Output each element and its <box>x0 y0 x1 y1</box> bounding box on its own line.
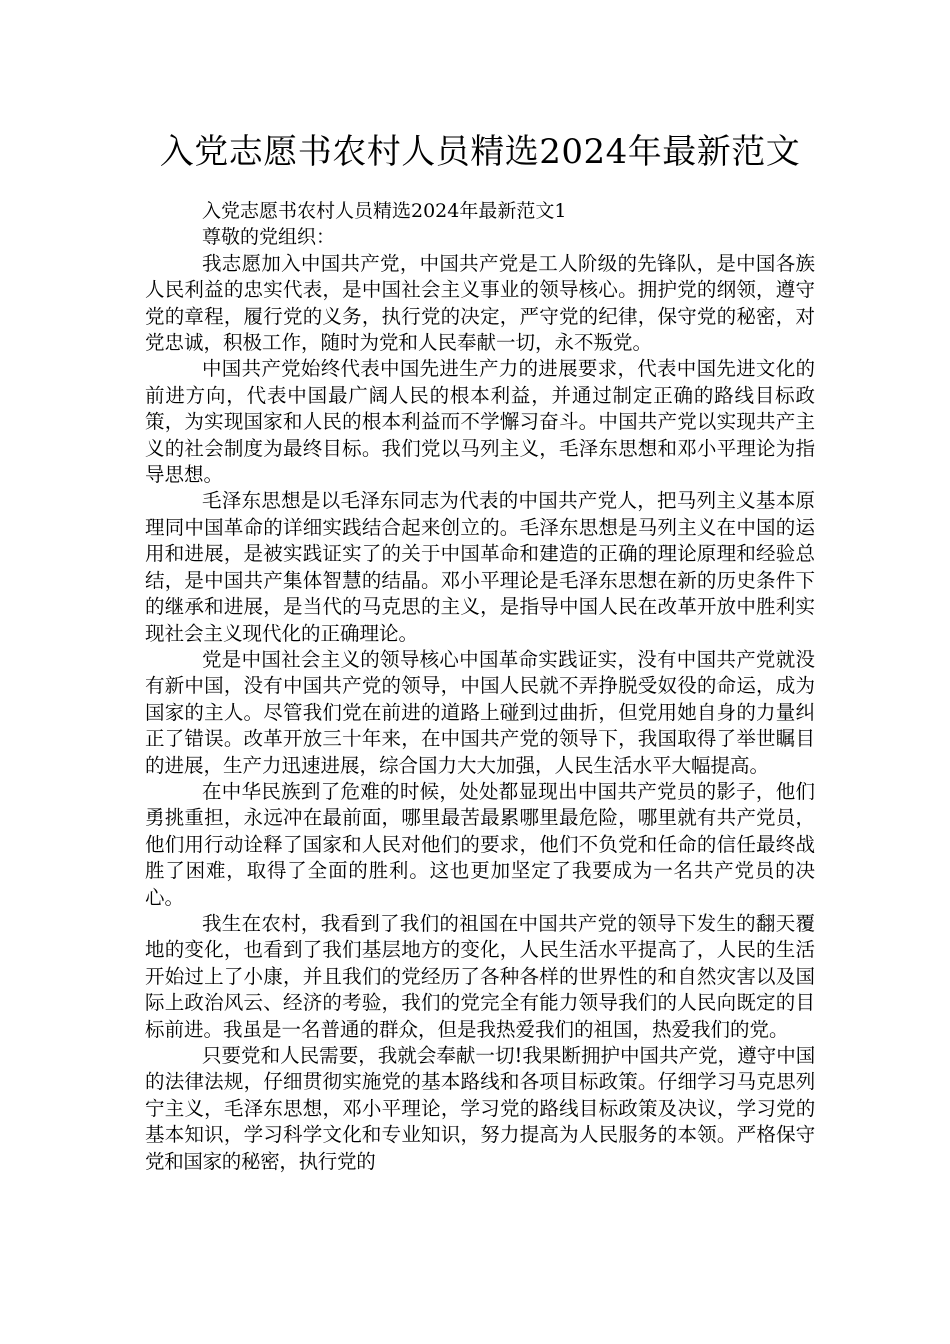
paragraph: 我志愿加入中国共产党，中国共产党是工人阶级的先锋队，是中国各族人民利益的忠实代表，是中国社会主义事业的领导核心。拥护党的纲领，遵守党的章程，履行党的义务，执行党的决定，严守党的纪律，保守党的秘密，对党忠诚，积极工作，随时为党和人民奉献一切，永不叛党。 <box>145 251 815 355</box>
paragraph: 毛泽东思想是以毛泽东同志为代表的中国共产党人，把马列主义基本原理同中国革命的详细实践结合起来创立的。毛泽东思想是马列主义在中国的运用和进展，是被实践证实了的关于中国革命和建造的正确的理论原理和经验总结，是中国共产集体智慧的结晶。邓小平理论是毛泽东思想在新的历史条件下的继承和进展，是当代的马克思的主义，是指导中国人民在改革开放中胜利实现社会主义现代化的正确理论。 <box>145 489 815 645</box>
document-page <box>145 128 815 1175</box>
document-subtitle: 入党志愿书农村人员精选2024年最新范文1 <box>202 200 567 222</box>
paragraph: 党是中国社会主义的领导核心中国革命实践证实，没有中国共产党就没有新中国，没有中国共产党的领导，中国人民就不弄挣脱受奴役的命运，成为国家的主人。尽管我们党在前进的道路上碰到过曲折，但党用她自身的力量纠正了错误。改革开放三十年来，在中国共产党的领导下，我国取得了举世瞩目的进展，生产力迅速进展，综合国力大大加强，人民生活水平大幅提高。 <box>145 647 815 777</box>
document-body <box>145 198 815 1175</box>
paragraph: 只要党和人民需要，我就会奉献一切!我果断拥护中国共产党，遵守中国的法律法规，仔细贯彻实施党的基本路线和各项目标政策。仔细学习马克思列宁主义，毛泽东思想，邓小平理论，学习党的路线目标政策及决议，学习党的基本知识，学习科学文化和专业知识，努力提高为人民服务的本领。严格保守党和国家的秘密，执行党的 <box>145 1044 815 1173</box>
salutation: 尊敬的党组织： <box>202 226 336 249</box>
paragraph: 中国共产党始终代表中国先进生产力的进展要求，代表中国先进文化的前进方向，代表中国最广阔人民的根本利益，并通过制定正确的路线目标政策，为实现国家和人民的根本利益而不学懈习奋斗。中国共产党以实现共产主义的社会制度为最终目标。我们党以马列主义，毛泽东思想和邓小平理论为指导思想。 <box>145 357 815 487</box>
paragraph: 在中华民族到了危难的时候，处处都显现出中国共产党员的影子，他们勇挑重担，永远冲在最前面，哪里最苦最累哪里最危险，哪里就有共产党员，他们用行动诠释了国家和人民对他们的要求，他们不负党和任命的信任最终战胜了困难，取得了全面的胜利。这也更加坚定了我要成为一名共产党员的决心。 <box>145 779 815 909</box>
paragraph: 我生在农村，我看到了我们的祖国在中国共产党的领导下发生的翻天覆地的变化，也看到了我们基层地方的变化，人民生活水平提高了，人民的生活开始过上了小康，并且我们的党经历了各种各样的世界性的和自然灾害以及国际上政治风云、经济的考验，我们的党完全有能力领导我们的人民向既定的目标前进。我虽是一名普通的群众，但是我热爱我们的祖国，热爱我们的党。 <box>145 911 815 1041</box>
document-title: 入党志愿书农村人员精选2024年最新范文 <box>159 132 801 172</box>
